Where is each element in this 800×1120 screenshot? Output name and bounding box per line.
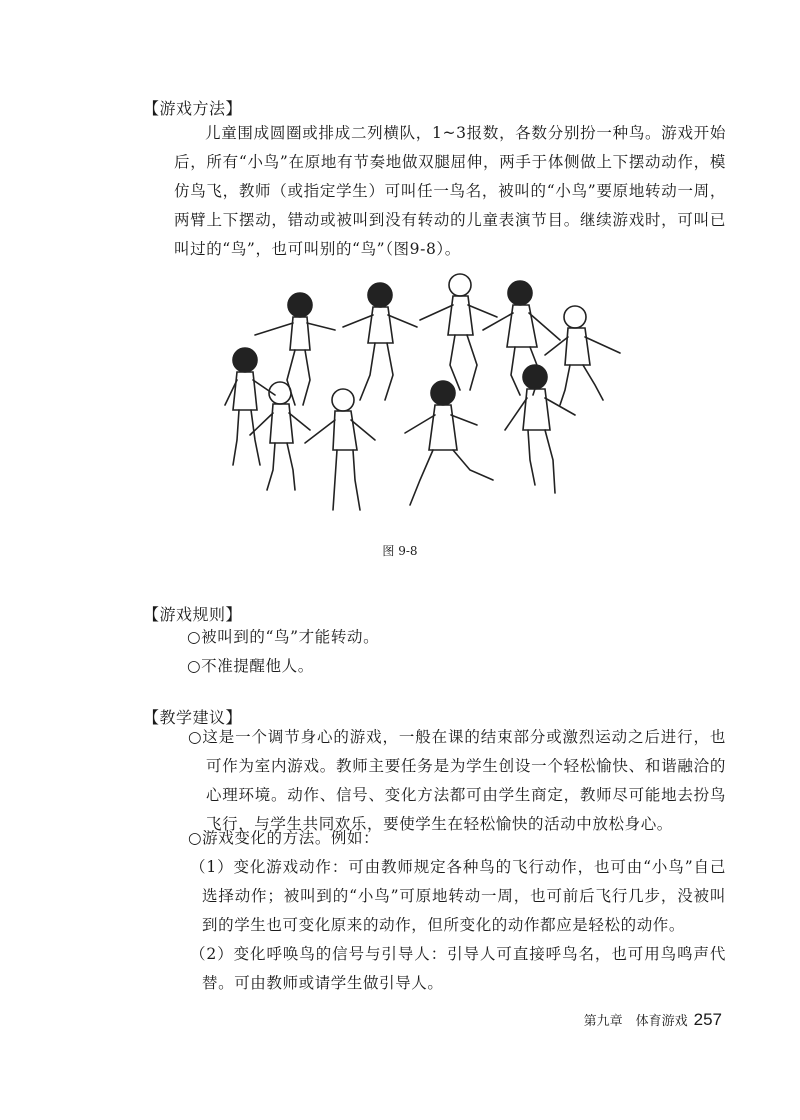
child-figure <box>405 381 493 505</box>
chapter-label: 第九章 体育游戏 <box>583 1014 688 1029</box>
rule-item-2: ○不准提醒他人。 <box>187 657 314 675</box>
figure-caption: 图 9-8 <box>382 544 418 558</box>
advice-paragraph-1 <box>188 723 726 839</box>
advice-sub-2-text: （2）变化呼唤鸟的信号与引导人：引导人可直接呼鸟名，也可用鸟鸣声代替。可由教师或请学生做引导人。 <box>190 945 726 992</box>
child-figure <box>483 281 560 395</box>
method-paragraph: 儿童围成圆圈或排成二列横队，1~3报数，各数分别扮一种鸟。游戏开始后，所有“小鸟”在原地有节奏地做双腿屈伸，两手于体侧做上下摆动动作，模仿鸟飞，教师（或指定学生）可叫任一鸟名，被叫的“小鸟”要原地转动一周，两臂上下摆动，错动或被叫到没有转动的儿童表演节目。继续游戏时，可叫已叫过的“鸟”，也可叫别的“鸟”（图9-8）。 <box>174 124 726 258</box>
child-figure <box>343 283 417 400</box>
section-title-advice: 【教学建议】 <box>143 708 243 727</box>
child-figure <box>420 274 497 390</box>
section-title-method: 【游戏方法】 <box>143 99 243 118</box>
children-playing-illustration <box>215 265 635 525</box>
child-figure <box>250 382 310 490</box>
page-footer <box>584 1010 722 1030</box>
advice-sub-1 <box>190 853 726 940</box>
page-number: 257 <box>693 1010 722 1029</box>
child-figure <box>225 348 275 465</box>
child-figure <box>255 293 335 405</box>
advice-text-1: ○这是一个调节身心的游戏，一般在课的结束部分或激烈运动之后进行，也可作为室内游戏。教师主要任务是为学生创设一个轻松愉快、和谐融洽的心理环境。动作、信号、变化方法都可由学生商定，教师尽可能地去扮鸟飞行，与学生共同欢乐，要使学生在轻松愉快的活动中放松身心。 <box>188 728 726 833</box>
child-figure <box>305 389 375 510</box>
child-figure <box>545 306 620 405</box>
advice-paragraph-2: ○游戏变化的方法。例如： <box>188 829 380 847</box>
section-title-rules: 【游戏规则】 <box>143 605 243 624</box>
rule-item-1: ○被叫到的“鸟”才能转动。 <box>187 628 380 646</box>
advice-sub-1-text: （1）变化游戏动作：可由教师规定各种鸟的飞行动作，也可由“小鸟”自己选择动作；被叫到的“小鸟”可原地转动一周，也可前后飞行几步，没被叫到的学生也可变化原来的动作，但所变化的动作都应是轻松的动作。 <box>190 858 726 934</box>
advice-sub-2 <box>190 940 726 998</box>
